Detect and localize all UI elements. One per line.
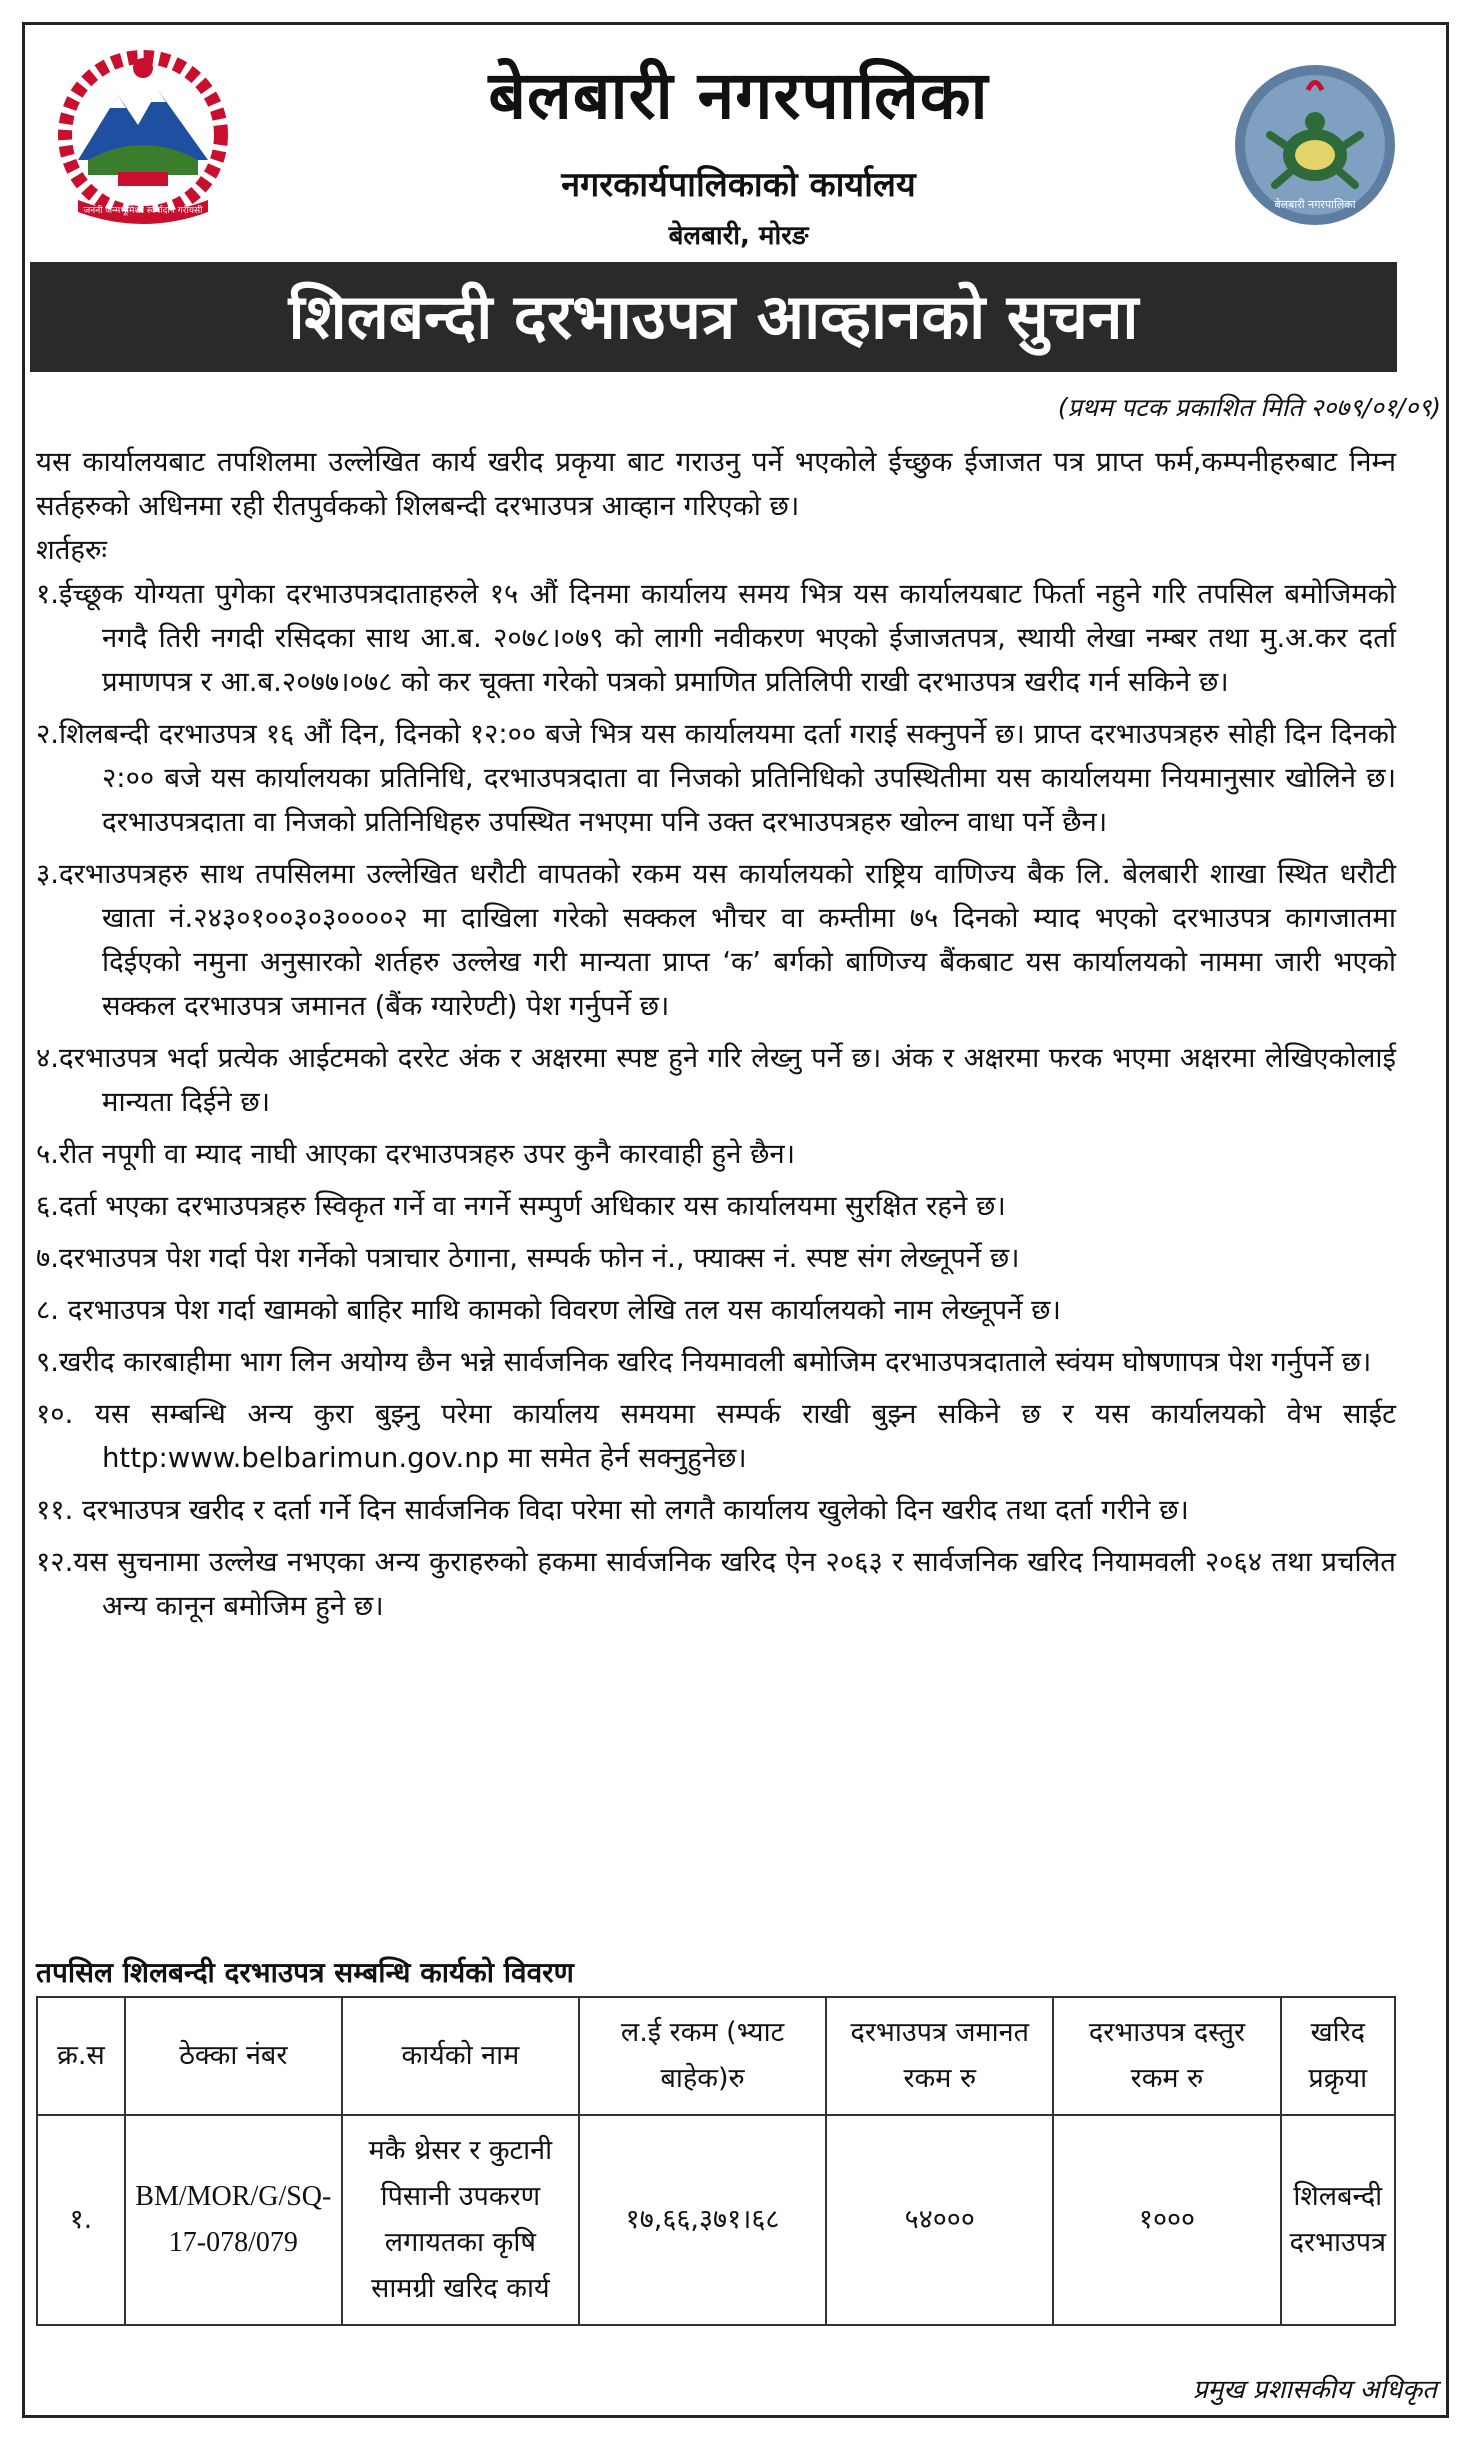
condition-item: १.ईच्छूक योग्यता पुगेका दरभाउपत्रदाताहरुले १५ औं दिनमा कार्यालय समय भित्र यस कार्यालयबाट फिर्ता नहुने गरि तपसिल बमोजिमको नगदै तिरी नगदी रसिदका साथ आ.ब. २०७८।०७९ को लागी नवीकरण भएको ईजाजतपत्र, स्थायी लेखा नम्बर तथा मु.अ.कर दर्ता प्रमाणपत्र र आ.ब.२०७७।०७८ को कर चूक्ता गरेको पत्रको प्रमाणित प्रतिलिपी राखी दरभाउपत्र खरीद गर्न सकिने छ।	[36, 578, 1396, 698]
signature-title: प्रमुख प्रशासकीय अधिकृत	[1192, 2375, 1437, 2405]
table-cell: शिलबन्दी दरभाउपत्र	[1281, 2115, 1395, 2325]
table-header-cell: खरिद प्रक्रृया	[1281, 1997, 1395, 2115]
condition-item: ६.दर्ता भएका दरभाउपत्रहरु स्विकृत गर्ने वा नगर्ने सम्पुर्ण अधिकार यस कार्यालयमा सुरक्षित रहने छ।	[36, 1190, 1006, 1222]
office-name: नगरकार्यपालिकाको कार्यालय	[561, 165, 916, 205]
table-header-row	[37, 1997, 1395, 2115]
condition-item: ४.दरभाउपत्र भर्दा प्रत्येक आईटमको दररेट अंक र अक्षरमा स्पष्ट हुने गरि लेख्नु पर्ने छ। अंक र अक्षरमा फरक भएमा अक्षरमा लेखिएकोलाई मान्यता दिईने छ।	[36, 1042, 1396, 1118]
conditions-heading: शर्तहरुः	[36, 534, 107, 566]
org-name: बेलबारी नगरपालिका	[488, 57, 989, 134]
works-table	[36, 1996, 1396, 2326]
table-cell: १७,६६,३७१।६८	[579, 2115, 826, 2325]
table-header-cell: दरभाउपत्र दस्तुर रकम रु	[1053, 1997, 1280, 2115]
svg-text:जननी जन्मभूमिश्च स्वर्गादपि गर: जननी जन्मभूमिश्च स्वर्गादपि गरीयसी	[83, 206, 203, 216]
table-title: तपसिल शिलबन्दी दरभाउपत्र सम्बन्धि कार्यको विवरण	[36, 1956, 574, 1989]
svg-text:बेलबारी नगरपालिका: बेलबारी नगरपालिका	[1274, 198, 1356, 211]
condition-item: ५.रीत नपूगी वा म्याद नाघी आएका दरभाउपत्रहरु उपर कुनै कारवाही हुने छैन।	[36, 1138, 796, 1170]
condition-item: १०. यस सम्बन्धि अन्य कुरा बुझ्नु परेमा कार्यालय समयमा सम्पर्क राखी बुझ्न सकिने छ र यस कार्यालयको वेभ साईट http:www.belbarimun.gov.np मा समेत हेर्न सक्नुहुनेछ।	[36, 1398, 1396, 1474]
notice-header	[0, 0, 1477, 262]
table-cell: १०००	[1053, 2115, 1280, 2325]
table-header-cell: ठेक्का नंबर	[125, 1997, 342, 2115]
intro-paragraph: यस कार्यालयबाट तपशिलमा उल्लेखित कार्य खरीद प्रकृया बाट गराउनु पर्ने भएकोले ईच्छुक ईजाजत पत्र प्राप्त फर्म,कम्पनीहरुबाट निम्न सर्तहरुको अधिनमा रही रीतपुर्वकको शिलबन्दी दरभाउपत्र आव्हान गरिएको छ।	[36, 446, 1396, 522]
table-header-cell: दरभाउपत्र जमानत रकम रु	[826, 1997, 1053, 2115]
municipality-logo-icon	[1230, 60, 1400, 230]
table-cell: BM/MOR/G/SQ-17-078/079	[125, 2115, 342, 2325]
table-cell: ५४०००	[826, 2115, 1053, 2325]
table-header-cell: ल.ई रकम (भ्याट बाहेक)रु	[579, 1997, 826, 2115]
table-header-cell: कार्यको नाम	[342, 1997, 579, 2115]
notice-body	[36, 440, 1396, 1636]
table-cell: मकै थ्रेसर र कुटानी पिसानी उपकरण लगायतका कृषि सामग्री खरिद कार्य	[342, 2115, 579, 2325]
notice-banner: शिलबन्दी दरभाउपत्र आव्हानको सुचना	[30, 262, 1397, 372]
condition-item: ३.दरभाउपत्रहरु साथ तपसिलमा उल्लेखित धरौटी वापतको रकम यस कार्यालयको राष्ट्रिय वाणिज्य बैक लि. बेलबारी शाखा स्थित धरौटी खाता नं.२४३०१००३०३००००२ मा दाखिला गरेको सक्कल भौचर वा कम्तीमा ७५ दिनको म्याद भएको दरभाउपत्र कागजातमा दिईएको नमुना अनुसारको शर्तहरु उल्लेख गरी मान्यता प्राप्त ‘क’ बर्गको बाणिज्य बैंकबाट यस कार्यालयको नाममा जारी भएको सक्कल दरभाउपत्र जमानत (बैंक ग्यारेण्टी) पेश गर्नुपर्ने छ।	[36, 858, 1396, 1022]
condition-item: ८. दरभाउपत्र पेश गर्दा खामको बाहिर माथि कामको विवरण लेखि तल यस कार्यालयको नाम लेख्नूपर्ने छ।	[36, 1294, 1061, 1326]
table-cell: १.	[37, 2115, 125, 2325]
condition-item: ७.दरभाउपत्र पेश गर्दा पेश गर्नेको पत्राचार ठेगाना, सम्पर्क फोन नं., फ्याक्स नं. स्पष्ट संग लेख्नूपर्ने छ।	[36, 1242, 1020, 1274]
table-header-cell: क्र.स	[37, 1997, 125, 2115]
condition-item: २.शिलबन्दी दरभाउपत्र १६ औं दिन, दिनको १२:०० बजे भित्र यस कार्यालयमा दर्ता गराई सक्नुपर्ने छ। प्राप्त दरभाउपत्रहरु सोही दिन दिनको २:०० बजे यस कार्यालयका प्रतिनिधि, दरभाउपत्रदाता वा निजको प्रतिनिधिको उपस्थितीमा यस कार्यालयमा नियमानुसार खोलिने छ। दरभाउपत्रदाता वा निजको प्रतिनिधिहरु उपस्थित नभएमा पनि उक्त दरभाउपत्रहरु खोल्न वाधा पर्ने छैन।	[36, 718, 1396, 838]
condition-item: ९.खरीद कारबाहीमा भाग लिन अयोग्य छैन भन्ने सार्वजनिक खरिद नियमावली बमोजिम दरभाउपत्रदाताले स्वंयम घोषणापत्र पेश गर्नुपर्ने छ।	[36, 1346, 1372, 1378]
condition-item: ११. दरभाउपत्र खरीद र दर्ता गर्ने दिन सार्वजनिक विदा परेमा सो लगतै कार्यालय खुलेको दिन खरीद तथा दर्ता गरीने छ।	[36, 1494, 1189, 1526]
condition-item: १२.यस सुचनामा उल्लेख नभएका अन्य कुराहरुको हकमा सार्वजनिक खरिद ऐन २०६३ र सार्वजनिक खरिद नियामवली २०६४ तथा प्रचलित अन्य कानून बमोजिम हुने छ।	[36, 1546, 1396, 1622]
office-address: बेलबारी, मोरङ	[668, 221, 809, 251]
publication-date: (प्रथम पटक प्रकाशित मिति २०७९/०१/०९)	[1057, 393, 1441, 422]
table-row	[37, 2115, 1395, 2325]
